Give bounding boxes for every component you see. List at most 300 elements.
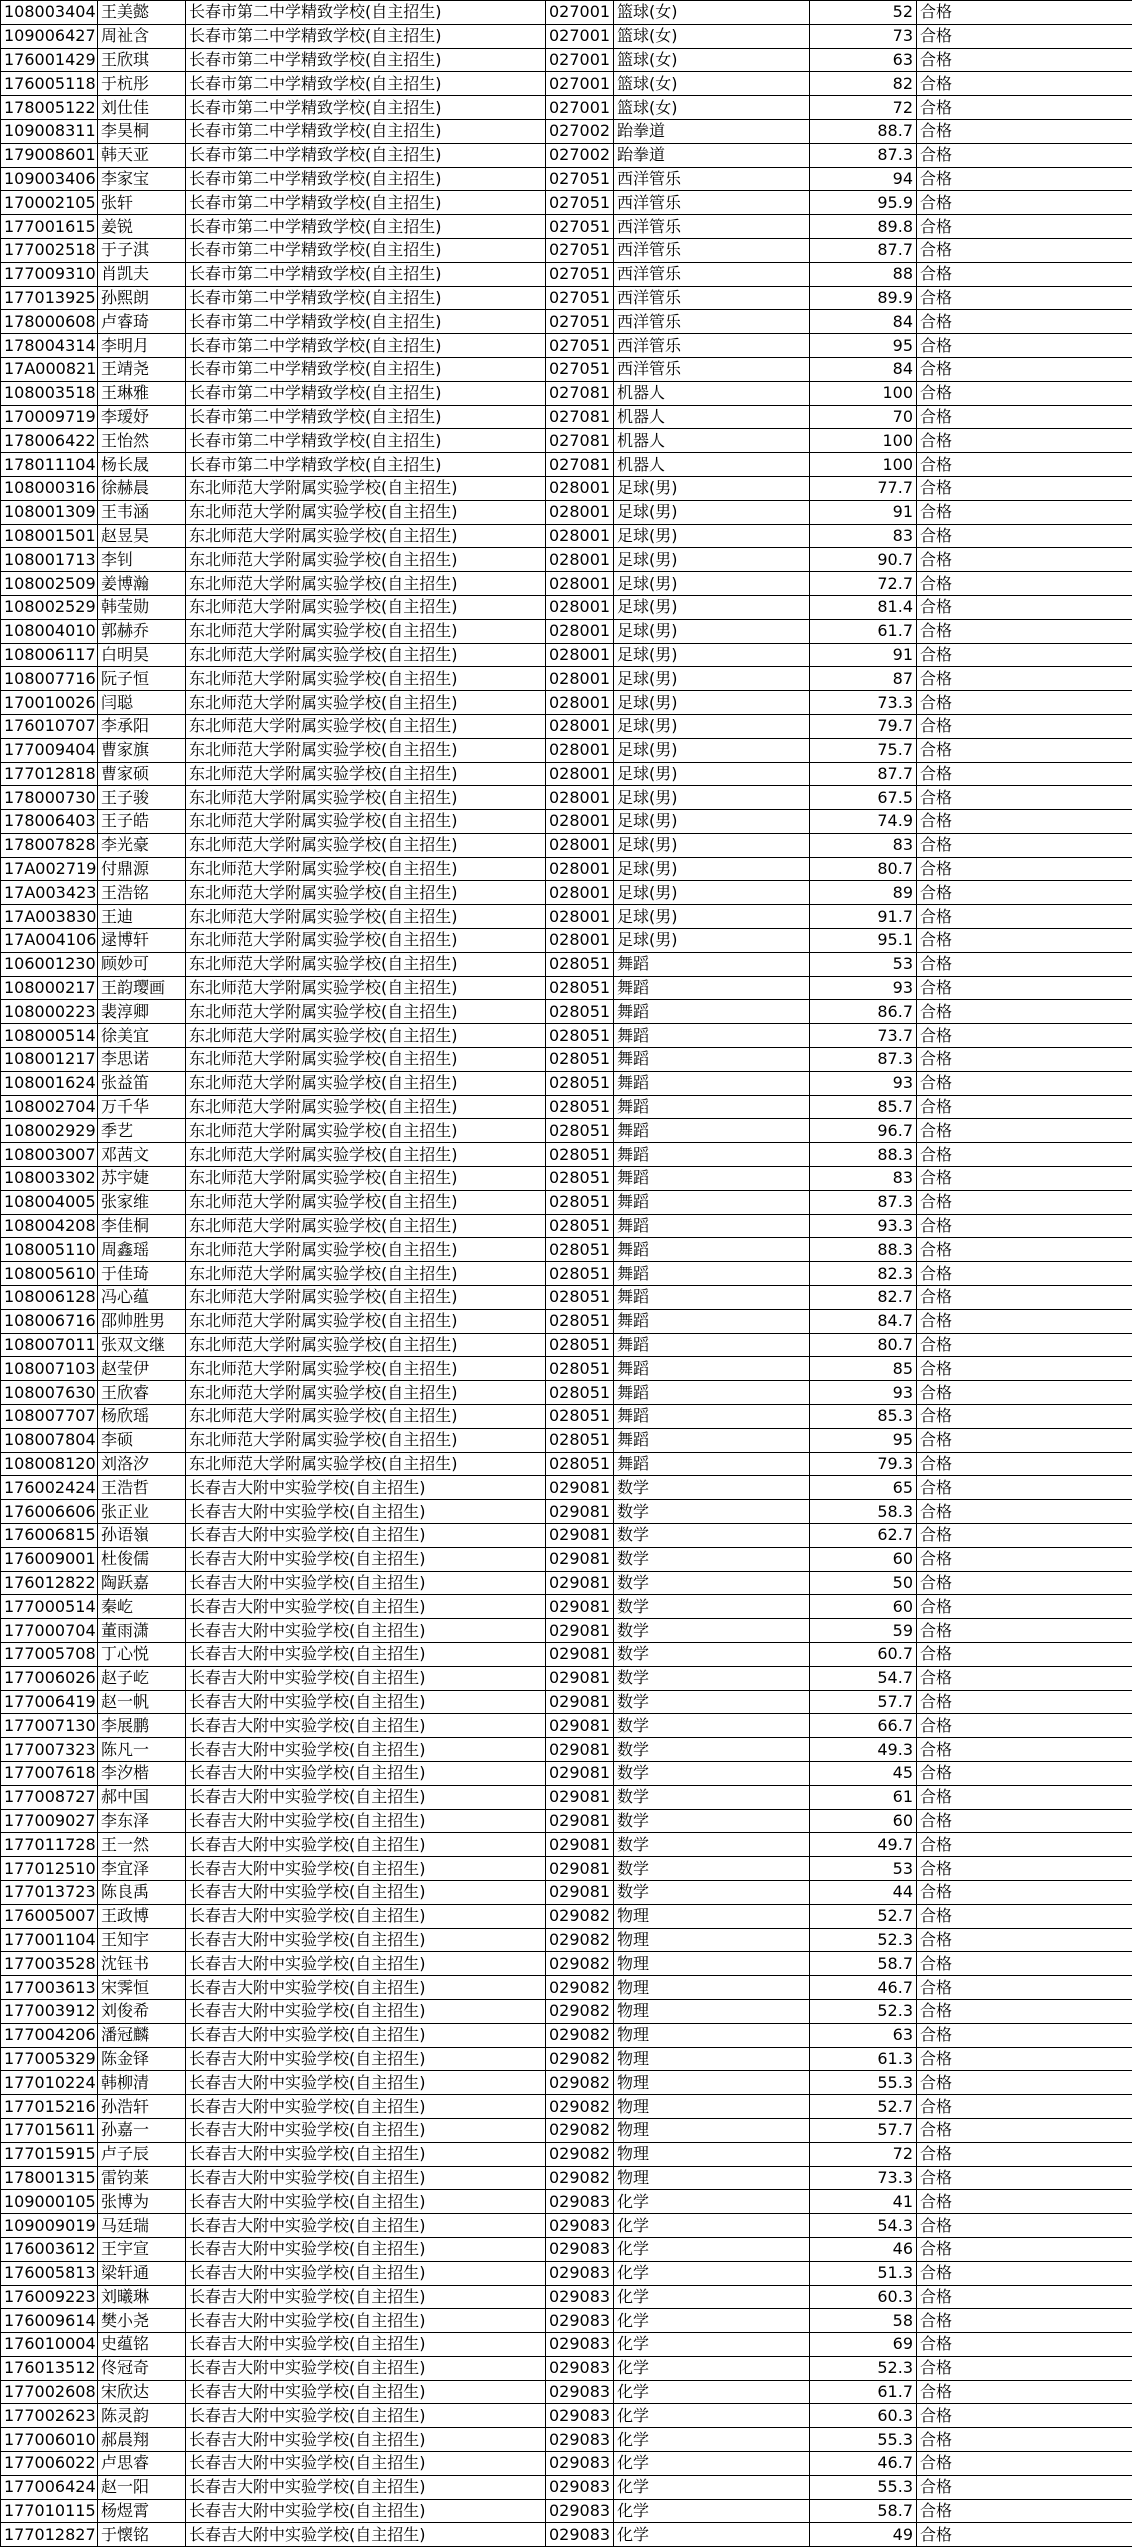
table-row	[1, 1, 1132, 25]
table-row	[1, 1071, 1132, 1095]
table-row	[1, 1000, 1132, 1024]
table-row	[1, 762, 1132, 786]
table-row	[1, 2261, 1132, 2285]
program-name-cell: 化学	[614, 2261, 810, 2285]
table-row	[1, 1500, 1132, 1524]
school-cell: 长春吉大附中实验学校(自主招生)	[186, 2023, 546, 2047]
result-cell: 合格	[917, 2356, 1132, 2380]
program-name-cell: 舞蹈	[614, 1238, 810, 1262]
student-name-cell: 杨欣瑶	[98, 1405, 186, 1429]
program-name-cell: 篮球(女)	[614, 24, 810, 48]
exam-id-cell: 178011104	[1, 453, 98, 477]
school-cell: 长春吉大附中实验学校(自主招生)	[186, 2166, 546, 2190]
score-cell: 87.7	[810, 238, 917, 262]
table-row	[1, 1952, 1132, 1976]
school-cell: 长春吉大附中实验学校(自主招生)	[186, 2333, 546, 2357]
score-cell: 79.7	[810, 714, 917, 738]
result-cell: 合格	[917, 2285, 1132, 2309]
table-row	[1, 1214, 1132, 1238]
program-code-cell: 027051	[546, 238, 614, 262]
result-cell: 合格	[917, 334, 1132, 358]
score-cell: 53	[810, 1857, 917, 1881]
program-code-cell: 028051	[546, 1095, 614, 1119]
result-cell: 合格	[917, 2428, 1132, 2452]
program-name-cell: 西洋管乐	[614, 357, 810, 381]
program-code-cell: 029082	[546, 1928, 614, 1952]
score-cell: 95.9	[810, 191, 917, 215]
exam-id-cell: 108001309	[1, 500, 98, 524]
score-cell: 54.3	[810, 2214, 917, 2238]
program-code-cell: 029083	[546, 2333, 614, 2357]
score-cell: 67.5	[810, 786, 917, 810]
result-cell: 合格	[917, 738, 1132, 762]
student-name-cell: 万千华	[98, 1095, 186, 1119]
student-name-cell: 王知宇	[98, 1928, 186, 1952]
score-cell: 61.7	[810, 619, 917, 643]
exam-id-cell: 177005708	[1, 1642, 98, 1666]
table-row	[1, 810, 1132, 834]
result-cell: 合格	[917, 1048, 1132, 1072]
program-name-cell: 西洋管乐	[614, 310, 810, 334]
result-cell: 合格	[917, 929, 1132, 953]
program-name-cell: 足球(男)	[614, 524, 810, 548]
program-code-cell: 028001	[546, 548, 614, 572]
exam-id-cell: 178007828	[1, 833, 98, 857]
program-name-cell: 数学	[614, 1690, 810, 1714]
school-cell: 东北师范大学附属实验学校(自主招生)	[186, 1309, 546, 1333]
score-cell: 85	[810, 1357, 917, 1381]
exam-id-cell: 108000514	[1, 1024, 98, 1048]
program-code-cell: 028001	[546, 619, 614, 643]
exam-id-cell: 177009404	[1, 738, 98, 762]
exam-id-cell: 176010004	[1, 2333, 98, 2357]
program-name-cell: 足球(男)	[614, 714, 810, 738]
school-cell: 长春吉大附中实验学校(自主招生)	[186, 2428, 546, 2452]
exam-id-cell: 178001315	[1, 2166, 98, 2190]
student-name-cell: 王政博	[98, 1904, 186, 1928]
program-name-cell: 足球(男)	[614, 810, 810, 834]
student-name-cell: 王美懿	[98, 1, 186, 25]
table-row	[1, 976, 1132, 1000]
student-name-cell: 顾妙可	[98, 952, 186, 976]
program-code-cell: 027081	[546, 429, 614, 453]
program-name-cell: 篮球(女)	[614, 72, 810, 96]
program-name-cell: 足球(男)	[614, 786, 810, 810]
result-cell: 合格	[917, 1595, 1132, 1619]
program-name-cell: 舞蹈	[614, 1428, 810, 1452]
result-cell: 合格	[917, 1738, 1132, 1762]
score-cell: 85.7	[810, 1095, 917, 1119]
result-cell: 合格	[917, 643, 1132, 667]
student-name-cell: 孙语嶺	[98, 1524, 186, 1548]
result-cell: 合格	[917, 1714, 1132, 1738]
program-code-cell: 029082	[546, 2166, 614, 2190]
exam-id-cell: 17A003423	[1, 881, 98, 905]
school-cell: 长春吉大附中实验学校(自主招生)	[186, 2475, 546, 2499]
exam-id-cell: 177002518	[1, 238, 98, 262]
result-cell: 合格	[917, 1238, 1132, 1262]
exam-id-cell: 177015611	[1, 2118, 98, 2142]
score-cell: 79.3	[810, 1452, 917, 1476]
school-cell: 东北师范大学附属实验学校(自主招生)	[186, 1428, 546, 1452]
table-row	[1, 1547, 1132, 1571]
school-cell: 长春吉大附中实验学校(自主招生)	[186, 1714, 546, 1738]
exam-id-cell: 177003912	[1, 1999, 98, 2023]
result-cell: 合格	[917, 1000, 1132, 1024]
student-name-cell: 曹家旗	[98, 738, 186, 762]
score-cell: 58.7	[810, 1952, 917, 1976]
program-code-cell: 029083	[546, 2237, 614, 2261]
program-code-cell: 028001	[546, 572, 614, 596]
student-name-cell: 王浩铭	[98, 881, 186, 905]
result-cell: 合格	[917, 786, 1132, 810]
exam-id-cell: 176006815	[1, 1524, 98, 1548]
score-cell: 55.3	[810, 2428, 917, 2452]
student-name-cell: 赵莹伊	[98, 1357, 186, 1381]
table-row	[1, 2047, 1132, 2071]
school-cell: 长春市第二中学精致学校(自主招生)	[186, 215, 546, 239]
student-name-cell: 雷钧莱	[98, 2166, 186, 2190]
table-row	[1, 405, 1132, 429]
program-name-cell: 物理	[614, 2166, 810, 2190]
school-cell: 长春吉大附中实验学校(自主招生)	[186, 1952, 546, 1976]
result-cell: 合格	[917, 2118, 1132, 2142]
exam-id-cell: 176001429	[1, 48, 98, 72]
student-name-cell: 韩柳清	[98, 2071, 186, 2095]
program-name-cell: 足球(男)	[614, 548, 810, 572]
result-cell: 合格	[917, 310, 1132, 334]
school-cell: 长春吉大附中实验学校(自主招生)	[186, 1690, 546, 1714]
exam-id-cell: 108002509	[1, 572, 98, 596]
program-code-cell: 027002	[546, 143, 614, 167]
school-cell: 长春吉大附中实验学校(自主招生)	[186, 1619, 546, 1643]
program-code-cell: 029082	[546, 1904, 614, 1928]
student-name-cell: 李明月	[98, 334, 186, 358]
exam-id-cell: 178000730	[1, 786, 98, 810]
student-name-cell: 王欣睿	[98, 1381, 186, 1405]
result-cell: 合格	[917, 572, 1132, 596]
program-code-cell: 027001	[546, 24, 614, 48]
table-row	[1, 310, 1132, 334]
table-row	[1, 48, 1132, 72]
program-code-cell: 028001	[546, 762, 614, 786]
table-row	[1, 1119, 1132, 1143]
student-name-cell: 徐美宜	[98, 1024, 186, 1048]
result-cell: 合格	[917, 2333, 1132, 2357]
table-row	[1, 2166, 1132, 2190]
program-name-cell: 数学	[614, 1833, 810, 1857]
score-cell: 49.7	[810, 1833, 917, 1857]
program-name-cell: 物理	[614, 1952, 810, 1976]
program-code-cell: 029083	[546, 2356, 614, 2380]
result-cell: 合格	[917, 1904, 1132, 1928]
school-cell: 长春市第二中学精致学校(自主招生)	[186, 143, 546, 167]
program-name-cell: 舞蹈	[614, 976, 810, 1000]
student-name-cell: 潘冠麟	[98, 2023, 186, 2047]
school-cell: 长春市第二中学精致学校(自主招生)	[186, 429, 546, 453]
score-cell: 52	[810, 1, 917, 25]
result-cell: 合格	[917, 976, 1132, 1000]
result-cell: 合格	[917, 96, 1132, 120]
school-cell: 东北师范大学附属实验学校(自主招生)	[186, 619, 546, 643]
student-name-cell: 赵昱昊	[98, 524, 186, 548]
student-name-cell: 杨煜霄	[98, 2499, 186, 2523]
score-cell: 88.7	[810, 119, 917, 143]
program-code-cell: 029083	[546, 2499, 614, 2523]
student-name-cell: 肖凯夫	[98, 262, 186, 286]
score-cell: 58.3	[810, 1500, 917, 1524]
program-name-cell: 物理	[614, 1928, 810, 1952]
school-cell: 东北师范大学附属实验学校(自主招生)	[186, 738, 546, 762]
student-name-cell: 裴淳卿	[98, 1000, 186, 1024]
school-cell: 长春吉大附中实验学校(自主招生)	[186, 2261, 546, 2285]
result-cell: 合格	[917, 119, 1132, 143]
student-name-cell: 王子皓	[98, 810, 186, 834]
result-cell: 合格	[917, 1880, 1132, 1904]
school-cell: 长春吉大附中实验学校(自主招生)	[186, 1857, 546, 1881]
exam-id-cell: 108001501	[1, 524, 98, 548]
program-code-cell: 028001	[546, 786, 614, 810]
result-cell: 合格	[917, 1405, 1132, 1429]
school-cell: 长春市第二中学精致学校(自主招生)	[186, 286, 546, 310]
score-cell: 72.7	[810, 572, 917, 596]
score-cell: 51.3	[810, 2261, 917, 2285]
program-code-cell: 029083	[546, 2428, 614, 2452]
program-code-cell: 027001	[546, 48, 614, 72]
exam-id-cell: 176005813	[1, 2261, 98, 2285]
table-row	[1, 429, 1132, 453]
student-name-cell: 赵子屹	[98, 1666, 186, 1690]
table-row	[1, 1452, 1132, 1476]
program-name-cell: 西洋管乐	[614, 215, 810, 239]
exam-id-cell: 177007130	[1, 1714, 98, 1738]
program-name-cell: 舞蹈	[614, 1190, 810, 1214]
student-name-cell: 闫聪	[98, 691, 186, 715]
score-cell: 54.7	[810, 1666, 917, 1690]
score-cell: 75.7	[810, 738, 917, 762]
table-row	[1, 2285, 1132, 2309]
school-cell: 长春吉大附中实验学校(自主招生)	[186, 1547, 546, 1571]
exam-id-cell: 108007716	[1, 667, 98, 691]
student-name-cell: 李钊	[98, 548, 186, 572]
exam-id-cell: 176003612	[1, 2237, 98, 2261]
exam-id-cell: 177008727	[1, 1785, 98, 1809]
student-name-cell: 丁心悦	[98, 1642, 186, 1666]
table-row	[1, 1357, 1132, 1381]
table-row	[1, 2190, 1132, 2214]
program-code-cell: 028051	[546, 1190, 614, 1214]
score-cell: 63	[810, 48, 917, 72]
result-cell: 合格	[917, 1785, 1132, 1809]
program-name-cell: 化学	[614, 2452, 810, 2476]
table-row	[1, 1167, 1132, 1191]
student-name-cell: 马廷瑞	[98, 2214, 186, 2238]
result-cell: 合格	[917, 1809, 1132, 1833]
result-cell: 合格	[917, 2499, 1132, 2523]
score-cell: 73.3	[810, 2166, 917, 2190]
table-row	[1, 1690, 1132, 1714]
student-name-cell: 王韵璎画	[98, 976, 186, 1000]
school-cell: 东北师范大学附属实验学校(自主招生)	[186, 1262, 546, 1286]
student-name-cell: 李瑷妤	[98, 405, 186, 429]
student-name-cell: 梁轩通	[98, 2261, 186, 2285]
program-name-cell: 舞蹈	[614, 1048, 810, 1072]
exam-id-cell: 178000608	[1, 310, 98, 334]
school-cell: 东北师范大学附属实验学校(自主招生)	[186, 1214, 546, 1238]
school-cell: 东北师范大学附属实验学校(自主招生)	[186, 1167, 546, 1191]
program-name-cell: 足球(男)	[614, 881, 810, 905]
table-row	[1, 2475, 1132, 2499]
score-cell: 60	[810, 1595, 917, 1619]
program-name-cell: 舞蹈	[614, 1071, 810, 1095]
student-name-cell: 陶跃嘉	[98, 1571, 186, 1595]
program-code-cell: 027051	[546, 310, 614, 334]
student-name-cell: 姜博瀚	[98, 572, 186, 596]
score-cell: 95.1	[810, 929, 917, 953]
school-cell: 长春吉大附中实验学校(自主招生)	[186, 1785, 546, 1809]
table-row	[1, 2142, 1132, 2166]
exam-id-cell: 177006010	[1, 2428, 98, 2452]
student-name-cell: 白明昊	[98, 643, 186, 667]
student-name-cell: 卢子辰	[98, 2142, 186, 2166]
student-name-cell: 陈良禹	[98, 1880, 186, 1904]
exam-id-cell: 177010115	[1, 2499, 98, 2523]
program-name-cell: 舞蹈	[614, 1000, 810, 1024]
program-name-cell: 舞蹈	[614, 1167, 810, 1191]
exam-id-cell: 109003406	[1, 167, 98, 191]
student-name-cell: 邵帅胜男	[98, 1309, 186, 1333]
student-name-cell: 于佳琦	[98, 1262, 186, 1286]
school-cell: 东北师范大学附属实验学校(自主招生)	[186, 524, 546, 548]
result-cell: 合格	[917, 1167, 1132, 1191]
score-cell: 72	[810, 96, 917, 120]
score-cell: 91	[810, 500, 917, 524]
program-name-cell: 物理	[614, 1976, 810, 2000]
score-cell: 61.7	[810, 2380, 917, 2404]
result-cell: 合格	[917, 429, 1132, 453]
program-code-cell: 028051	[546, 1214, 614, 1238]
program-code-cell: 029083	[546, 2214, 614, 2238]
program-code-cell: 029083	[546, 2452, 614, 2476]
score-cell: 85.3	[810, 1405, 917, 1429]
program-name-cell: 物理	[614, 2071, 810, 2095]
exam-id-cell: 176006606	[1, 1500, 98, 1524]
score-cell: 80.7	[810, 857, 917, 881]
exam-id-cell: 176005118	[1, 72, 98, 96]
exam-id-cell: 108006117	[1, 643, 98, 667]
school-cell: 长春吉大附中实验学校(自主招生)	[186, 1738, 546, 1762]
student-name-cell: 周祉含	[98, 24, 186, 48]
program-code-cell: 029081	[546, 1809, 614, 1833]
exam-id-cell: 108005610	[1, 1262, 98, 1286]
student-name-cell: 李展鹏	[98, 1714, 186, 1738]
score-cell: 93	[810, 1071, 917, 1095]
table-row	[1, 572, 1132, 596]
student-name-cell: 宋欣达	[98, 2380, 186, 2404]
result-cell: 合格	[917, 500, 1132, 524]
exam-id-cell: 177003528	[1, 1952, 98, 1976]
program-name-cell: 舞蹈	[614, 1381, 810, 1405]
school-cell: 东北师范大学附属实验学校(自主招生)	[186, 1333, 546, 1357]
exam-id-cell: 108005110	[1, 1238, 98, 1262]
exam-id-cell: 17A002719	[1, 857, 98, 881]
exam-id-cell: 109009019	[1, 2214, 98, 2238]
program-code-cell: 027002	[546, 119, 614, 143]
school-cell: 东北师范大学附属实验学校(自主招生)	[186, 881, 546, 905]
student-name-cell: 刘俊希	[98, 1999, 186, 2023]
program-code-cell: 029081	[546, 1500, 614, 1524]
school-cell: 东北师范大学附属实验学校(自主招生)	[186, 1143, 546, 1167]
result-cell: 合格	[917, 1928, 1132, 1952]
table-row	[1, 738, 1132, 762]
exam-id-cell: 177000514	[1, 1595, 98, 1619]
program-code-cell: 027051	[546, 357, 614, 381]
result-cell: 合格	[917, 1071, 1132, 1095]
score-cell: 89.8	[810, 215, 917, 239]
score-cell: 100	[810, 453, 917, 477]
program-name-cell: 足球(男)	[614, 929, 810, 953]
table-row	[1, 476, 1132, 500]
student-name-cell: 郝晨翔	[98, 2428, 186, 2452]
program-name-cell: 物理	[614, 2142, 810, 2166]
exam-id-cell: 109000105	[1, 2190, 98, 2214]
exam-id-cell: 106001230	[1, 952, 98, 976]
program-code-cell: 029081	[546, 1833, 614, 1857]
result-cell: 合格	[917, 2142, 1132, 2166]
school-cell: 长春市第二中学精致学校(自主招生)	[186, 262, 546, 286]
score-cell: 80.7	[810, 1333, 917, 1357]
student-name-cell: 王怡然	[98, 429, 186, 453]
school-cell: 长春市第二中学精致学校(自主招生)	[186, 72, 546, 96]
table-row	[1, 1428, 1132, 1452]
program-code-cell: 028001	[546, 738, 614, 762]
score-cell: 58.7	[810, 2499, 917, 2523]
program-name-cell: 足球(男)	[614, 667, 810, 691]
result-cell: 合格	[917, 1976, 1132, 2000]
school-cell: 长春吉大附中实验学校(自主招生)	[186, 1928, 546, 1952]
program-name-cell: 化学	[614, 2523, 810, 2547]
table-row	[1, 1048, 1132, 1072]
score-cell: 96.7	[810, 1119, 917, 1143]
school-cell: 长春吉大附中实验学校(自主招生)	[186, 1976, 546, 2000]
table-row	[1, 238, 1132, 262]
program-code-cell: 027001	[546, 96, 614, 120]
student-name-cell: 韩天亚	[98, 143, 186, 167]
program-code-cell: 028001	[546, 691, 614, 715]
program-name-cell: 数学	[614, 1809, 810, 1833]
table-row	[1, 2452, 1132, 2476]
student-name-cell: 张双文继	[98, 1333, 186, 1357]
program-name-cell: 舞蹈	[614, 1143, 810, 1167]
school-cell: 长春市第二中学精致学校(自主招生)	[186, 334, 546, 358]
score-cell: 66.7	[810, 1714, 917, 1738]
results-table-body	[1, 1, 1132, 2547]
table-row	[1, 1785, 1132, 1809]
program-code-cell: 029082	[546, 2118, 614, 2142]
table-row	[1, 714, 1132, 738]
program-code-cell: 028001	[546, 476, 614, 500]
score-cell: 87.3	[810, 1048, 917, 1072]
student-name-cell: 王宇宣	[98, 2237, 186, 2261]
exam-id-cell: 170002105	[1, 191, 98, 215]
program-name-cell: 机器人	[614, 429, 810, 453]
student-name-cell: 张家维	[98, 1190, 186, 1214]
school-cell: 东北师范大学附属实验学校(自主招生)	[186, 1238, 546, 1262]
result-cell: 合格	[917, 286, 1132, 310]
program-code-cell: 028001	[546, 667, 614, 691]
program-code-cell: 027051	[546, 215, 614, 239]
exam-id-cell: 177010224	[1, 2071, 98, 2095]
